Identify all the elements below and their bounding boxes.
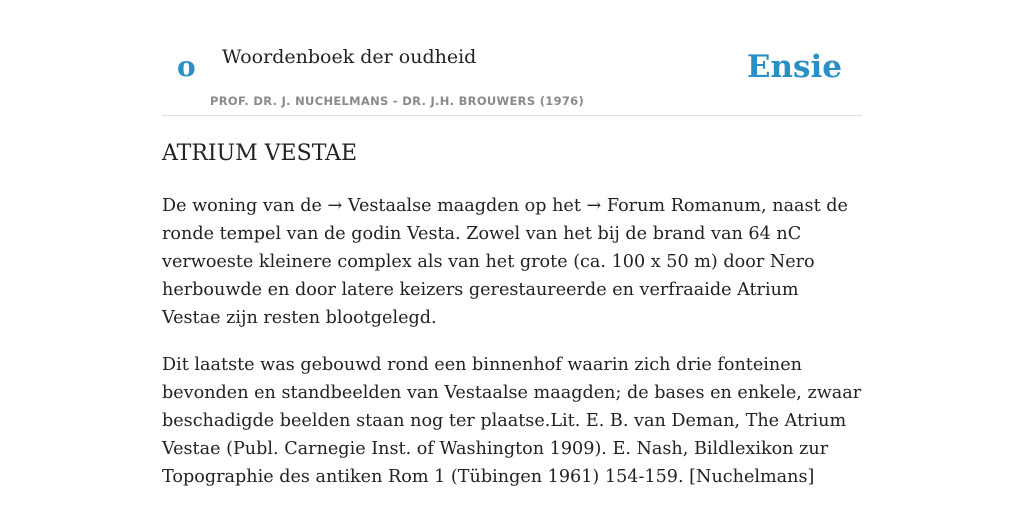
xref-link-forum-romanum[interactable]: → Forum Romanum [586,196,762,216]
entry-body [162,192,862,510]
book-title[interactable]: Woordenboek der oudheid [222,46,477,68]
book-authors: PROF. DR. J. NUCHELMANS - DR. J.H. BROUWERS (1976) [210,94,585,108]
entry-paragraph-2: Dit laatste was gebouwd rond een binnenhof waarin zich drie fonteinen bevonden en standbeelden van Vestaalse maagden; de bases en enkele, zwaar beschadigde beelden staan nog ter plaatse.Lit. E. B. van Deman, The Atrium Vestae (Publ. Carnegie Inst. of Washington 1909). E. Nash, Bildlexikon zur Topographie des antiken Rom 1 (Tübingen 1961) 154-159. [Nuchelmans] [162,355,862,487]
ensie-logo-link[interactable]: Ensie [746,49,842,85]
paragraph-text: , naast de ronde tempel van de godin Vesta. Zowel van het bij de brand van 64 nC verwoeste kleinere complex als van het grote (ca. 100 x 50 m) door Nero herbouwde en door latere keizers gerestaureerde en verfraaide Atrium Vestae zijn resten blootgelegd. [162,196,848,328]
book-header [162,38,862,116]
paragraph-text: De woning van de [162,196,328,216]
book-logo-icon: o [177,50,196,83]
entry-paragraph-1 [162,192,862,332]
xref-link-vestaalse-maagden[interactable]: → Vestaalse maagden [327,196,520,216]
entry-title: ATRIUM VESTAE [162,141,358,166]
paragraph-text: op het [519,196,587,216]
